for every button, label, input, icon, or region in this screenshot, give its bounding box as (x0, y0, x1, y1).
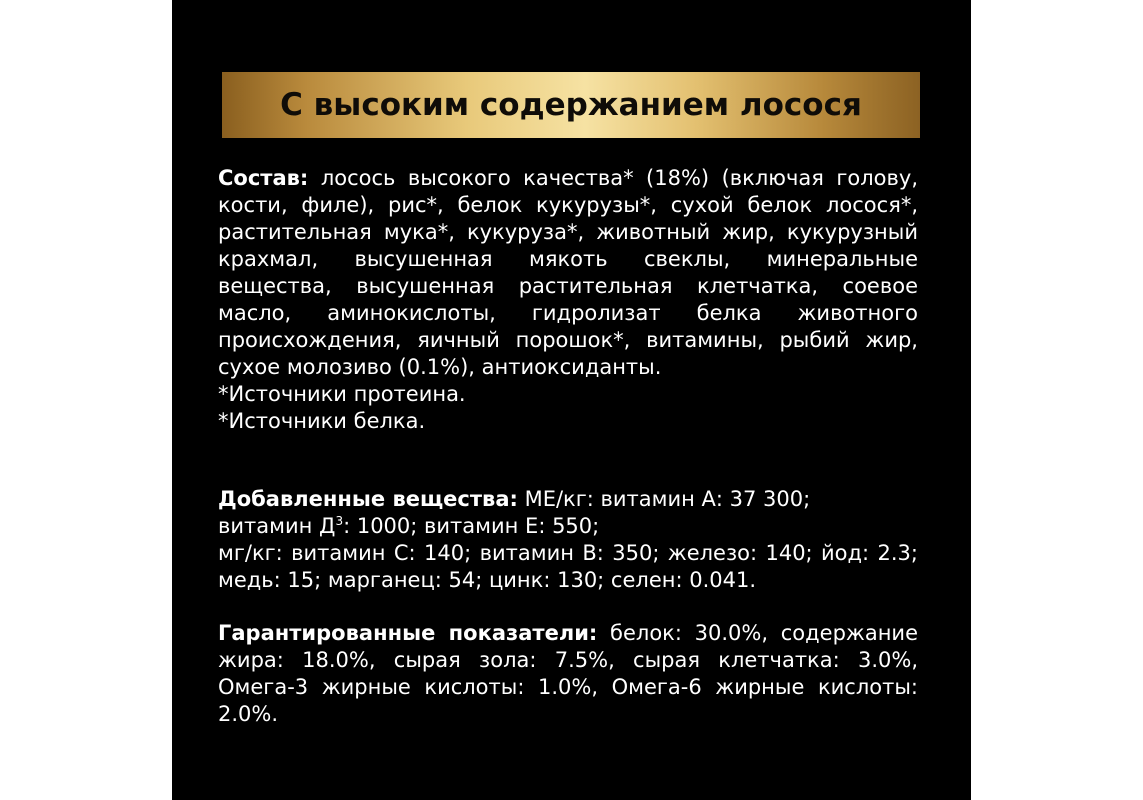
vitamin-d-suffix: : 1000; витамин Е: 550; (343, 514, 600, 538)
additives-section (218, 486, 918, 594)
additives-line-2 (218, 513, 918, 540)
footnote-belok: *Источники белка. (218, 409, 426, 433)
additives-mg-text: мг/кг: витамин С: 140; витамин В: 350; железо: 140; йод: 2.3; медь: 15; марганец: 54; цинк: 130; селен: 0.041. (218, 541, 918, 592)
guaranteed-paragraph (218, 620, 918, 728)
composition-section (218, 165, 918, 435)
black-panel (172, 0, 971, 800)
additives-line-1 (218, 486, 918, 513)
banner-title: С высоким содержанием лосося (280, 87, 862, 123)
guaranteed-text: белок: 30.0%, содержание жира: 18.0%, сырая зола: 7.5%, сырая клетчатка: 3.0%, Омега-3 жирные кислоты: 1.0%, Омега-6 жирные кислоты: 2.0%. (218, 621, 918, 726)
guaranteed-label: Гарантированные показатели: (218, 621, 598, 645)
footnote-protein: *Источники протеина. (218, 382, 466, 406)
composition-paragraph (218, 165, 918, 381)
composition-label: Состав: (218, 166, 309, 190)
vitamin-d-superscript: 3 (335, 514, 344, 528)
additives-label: Добавленные вещества: (218, 487, 518, 511)
vitamin-d-prefix: витамин Д (218, 514, 336, 538)
additives-mg-paragraph (218, 540, 918, 594)
additives-me-text: МЕ/кг: витамин А: 37 300; (524, 487, 811, 511)
gold-banner (222, 72, 920, 138)
guaranteed-section (218, 620, 918, 728)
composition-text: лосось высокого качества* (18%) (включая голову, кости, филе), рис*, белок кукурузы*, сухой белок лосося*, растительная мука*, кукуруза*, животный жир, кукурузный крахмал, высушенная мякоть свеклы, минеральные вещества, высушенная растительная клетчатка, соевое масло, аминокислоты, гидролизат белка животного происхождения, яичный порошок*, витамины, рыбий жир, сухое молозиво (0.1%), антиоксиданты. (218, 166, 918, 379)
